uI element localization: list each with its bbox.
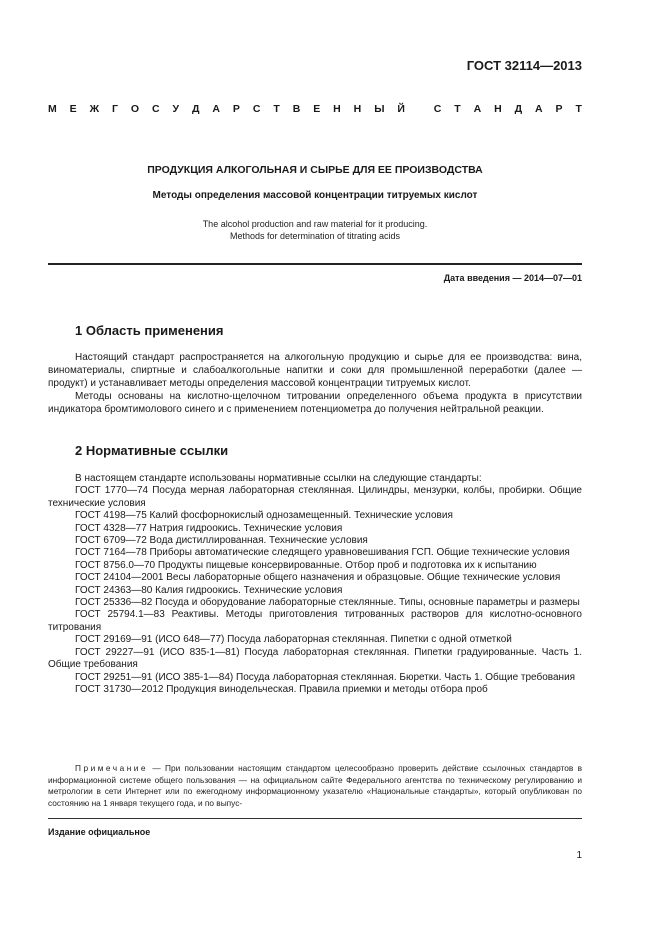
reference-item: ГОСТ 8756.0—70 Продукты пищевые консервированные. Отбор проб и подготовка их к испытанию	[75, 559, 537, 571]
paragraph-text: Методы основаны на кислотно-щелочном титровании определенного объема продукта в присутствии индикатора бромтимолового синего и с применением потенциометра до получения нейтральной реакции.	[48, 391, 582, 415]
reference-item: ГОСТ 1770—74 Посуда мерная лабораторная стеклянная. Цилиндры, мензурки, колбы, пробирки. Общие технические условия	[48, 485, 582, 509]
section-1-paragraph	[48, 352, 582, 390]
banner-letter: Ы	[374, 103, 385, 115]
reference-item: ГОСТ 24104—2001 Весы лабораторные общего назначения и образцовые. Общие технические условия	[75, 572, 561, 584]
reference-item: ГОСТ 25794.1—83 Реактивы. Методы приготовления титрованных растворов для кислотно-основного титрования	[48, 609, 582, 633]
reference-item: ГОСТ 4198—75 Калий фосфорнокислый однозамещенный. Технические условия	[75, 510, 453, 522]
paragraph-text: Настоящий стандарт распространяется на алкогольную продукцию и сырье для ее производства: вина, виноматериалы, спиртные и слабоалкогольные напитки и соки для промышленной переработки (далее — продукт) и устанавливает методы определения массовой концентрации титруемых кислот.	[48, 352, 582, 389]
banner-letter: А	[473, 103, 482, 115]
title-divider	[48, 263, 582, 265]
banner-letter: Н	[353, 103, 362, 115]
references-intro: В настоящем стандарте использованы нормативные ссылки на следующие стандарты:	[75, 473, 482, 484]
banner-letter: Т	[575, 103, 582, 115]
banner-letter: С	[433, 103, 442, 115]
banner-letter: А	[535, 103, 543, 115]
reference-item: ГОСТ 29227—91 (ИСО 835-1—81) Посуда лабораторная стеклянная. Пипетки градуированные. Часть 1. Общие требования	[48, 646, 582, 671]
banner-letter: Е	[313, 103, 321, 115]
banner-letter: Н	[494, 103, 502, 115]
banner-letter: Г	[112, 103, 118, 115]
reference-item: ГОСТ 4328—77 Натрия гидроокись. Технические условия	[75, 522, 343, 534]
gost-number: ГОСТ 32114—2013	[466, 58, 582, 73]
banner-letter: Т	[273, 103, 280, 115]
references-note	[48, 763, 582, 809]
banner-letter: Ж	[89, 103, 100, 115]
banner-letter: Р	[232, 103, 240, 115]
section-1-paragraph	[48, 391, 582, 417]
banner-letter: Р	[555, 103, 563, 115]
footer-divider	[48, 818, 582, 819]
banner-letter: М	[48, 103, 57, 115]
reference-item: ГОСТ 29251—91 (ИСО 385-1—84) Посуда лабораторная стеклянная. Бюретки. Часть 1. Общие требования	[75, 671, 576, 683]
banner-letter: Д	[514, 103, 523, 115]
reference-item: ГОСТ 24363—80 Калия гидроокись. Технические условия	[75, 584, 343, 596]
banner-letter: А	[212, 103, 220, 115]
banner-letter: Н	[333, 103, 341, 115]
banner-letter: Т	[454, 103, 461, 115]
banner-letter: С	[152, 103, 160, 115]
reference-item: ГОСТ 25336—82 Посуда и оборудование лабораторные стеклянные. Типы, основные параметры и размеры	[75, 597, 580, 609]
banner-letter: Й	[397, 103, 405, 115]
standard-banner	[48, 103, 582, 115]
note-text: — При пользовании настоящим стандартом целесообразно проверить действие ссылочных стандартов в информационной системе общего пользования — на официальном сайте Федерального агентства по техническому регулированию и метрологии в сети Интернет или по ежегодному информационному указателю «Национальные стандарты», который опубликован по состоянию на 1 января текущего года, и по выпус-	[48, 763, 582, 808]
section-2-heading: 2 Нормативные ссылки	[75, 443, 229, 458]
banner-letter: В	[292, 103, 301, 115]
english-title-line: Methods for determination of titrating acids	[229, 231, 401, 241]
section-1-heading: 1 Область применения	[75, 323, 224, 338]
official-edition-label: Издание официальное	[48, 827, 151, 837]
reference-item: ГОСТ 29169—91 (ИСО 648—77) Посуда лабораторная стеклянная. Пипетки с одной отметкой	[75, 634, 512, 646]
reference-item: ГОСТ 31730—2012 Продукция винодельческая. Правила приемки и методы отбора проб	[75, 683, 488, 695]
document-subtitle: Методы определения массовой концентрации титруемых кислот	[152, 190, 478, 201]
banner-letter: О	[130, 103, 140, 115]
reference-item: ГОСТ 6709—72 Вода дистиллированная. Технические условия	[75, 535, 368, 547]
page-number: 1	[576, 850, 582, 861]
banner-letter: У	[172, 103, 180, 115]
normative-references-list	[48, 473, 582, 696]
banner-letter: Е	[69, 103, 77, 115]
banner-letter: С	[252, 103, 261, 115]
english-title	[48, 218, 582, 242]
document-title: ПРОДУКЦИЯ АЛКОГОЛЬНАЯ И СЫРЬЕ ДЛЯ ЕЕ ПРОИЗВОДСТВА	[147, 164, 483, 176]
reference-item: ГОСТ 7164—78 Приборы автоматические следящего уравновешивания ГСП. Общие технические условия	[75, 547, 570, 559]
banner-gap	[418, 103, 421, 115]
introduction-date: Дата введения — 2014—07—01	[443, 273, 582, 283]
note-label: Примечание	[75, 763, 149, 773]
english-title-line: The alcohol production and raw material for it producing.	[202, 219, 428, 229]
banner-letter: Д	[191, 103, 200, 115]
